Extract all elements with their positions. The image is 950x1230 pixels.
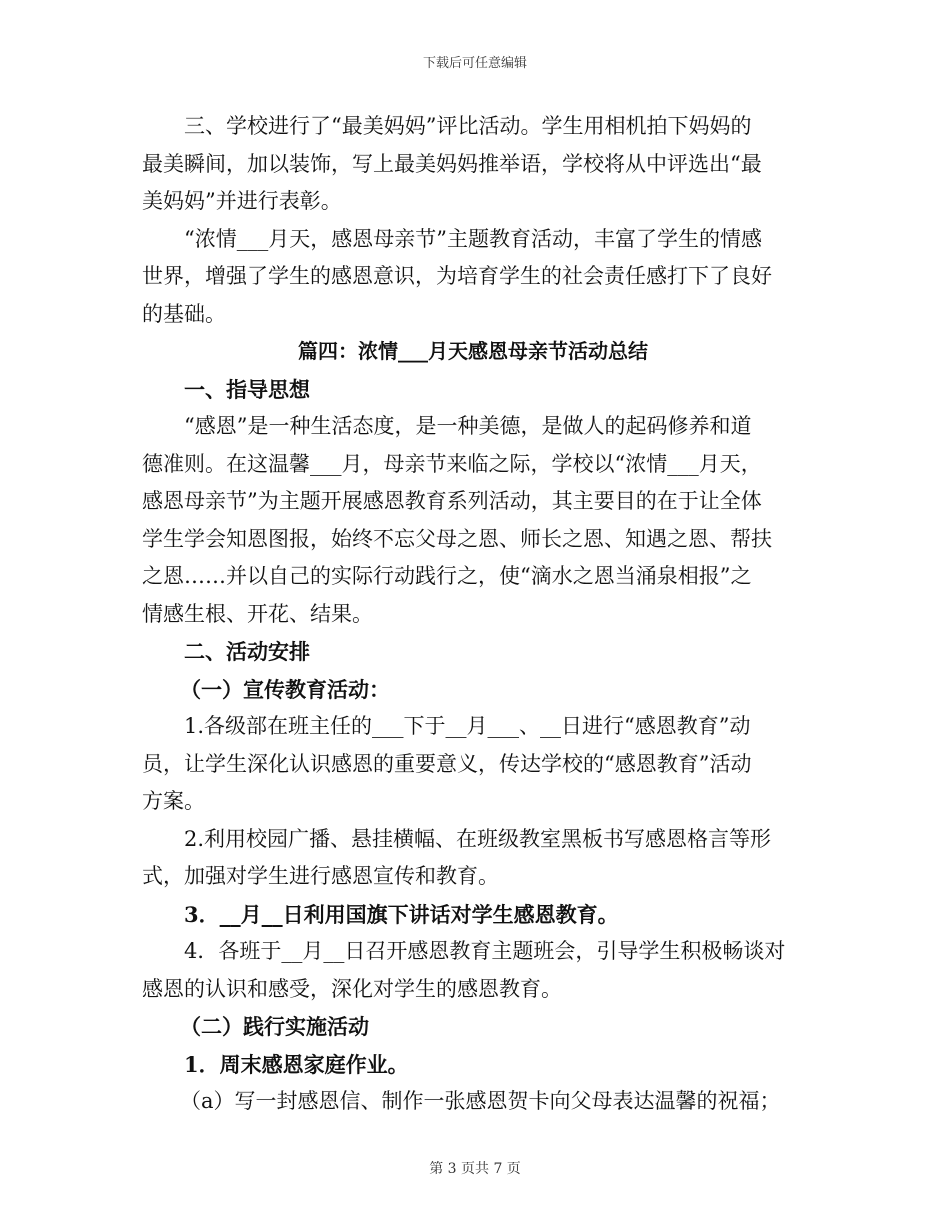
document-body	[142, 108, 804, 1121]
text-line: 三、学校进行了“最美妈妈”评比活动。学生用相机拍下妈妈的	[184, 114, 752, 138]
list-item-practice-1a: （a）写一封感恩信、制作一张感恩贺卡向父母表达温馨的祝福；	[180, 1089, 781, 1113]
text-line: 之恩……并以自己的实际行动践行之，使“滴水之恩当涌泉相报”之	[142, 564, 752, 588]
page-header: 下载后可任意编辑	[422, 56, 527, 71]
subsection-heading-practice: （二）践行实施活动	[180, 1014, 369, 1039]
paragraph-school-best-mom	[142, 108, 804, 221]
text-line: “感恩”是一种生活态度，是一种美德，是做人的起码修养和道	[184, 414, 752, 438]
text-line: 方案。	[142, 789, 205, 813]
list-item-publicity-3: 3．__月__日利用国旗下讲话对学生感恩教育。	[184, 901, 619, 927]
text-line: 情感生根、开花、结果。	[142, 601, 373, 626]
page-footer: 第 3 页共 7 页	[429, 1161, 521, 1177]
section-heading-activity-arrangement: 二、活动安排	[184, 639, 310, 664]
paragraph-guiding-ideology	[142, 408, 804, 633]
text-line: 世界，增强了学生的感恩意识，为培育学生的社会责任感打下了良好	[142, 264, 772, 288]
text-line: 式，加强对学生进行感恩宣传和教育。	[142, 864, 499, 888]
text-line: 感恩的认识和感受，深化对学生的感恩教育。	[142, 976, 562, 1001]
text-line: “浓情___月天，感恩母亲节”主题教育活动，丰富了学生的情感	[184, 226, 762, 251]
text-line: 学生学会知恩图报，始终不忘父母之恩、师长之恩、知遇之恩、帮扶	[142, 526, 772, 551]
list-item-publicity-2	[142, 821, 804, 896]
text-line: 4．各班于__月__日召开感恩教育主题班会，引导学生积极畅谈对	[184, 939, 786, 963]
section-heading-guiding-ideology: 一、指导思想	[184, 376, 310, 402]
text-line: 感恩母亲节”为主题开展感恩教育系列活动，其主要目的在于让全体	[142, 489, 762, 513]
text-line: 员，让学生深化认识感恩的重要意义，传达学校的“感恩教育”活动	[142, 751, 752, 776]
text-line: 最美瞬间，加以装饰，写上最美妈妈推举语，学校将从中评选出“最	[142, 151, 762, 176]
text-line: 1.各级部在班主任的___下于__月___、__日进行“感恩教育”动	[184, 714, 751, 738]
list-item-publicity-1	[142, 708, 804, 821]
text-line: 2.利用校园广播、悬挂横幅、在班级教室黑板书写感恩格言等形	[184, 826, 772, 851]
text-line: 德准则。在这温馨___月，母亲节来临之际，学校以“浓情___月天，	[142, 451, 762, 476]
paragraph-activity-summary	[142, 221, 804, 334]
subsection-heading-publicity: （一）宣传教育活动：	[180, 676, 390, 702]
text-line: 的基础。	[142, 301, 226, 326]
article-title: 篇四：浓情___月天感恩母亲节活动总结	[298, 339, 648, 363]
list-item-publicity-4	[142, 933, 804, 1008]
text-line: 美妈妈”并进行表彰。	[142, 189, 342, 213]
list-item-practice-1-heading: 1．周末感恩家庭作业。	[184, 1051, 409, 1077]
